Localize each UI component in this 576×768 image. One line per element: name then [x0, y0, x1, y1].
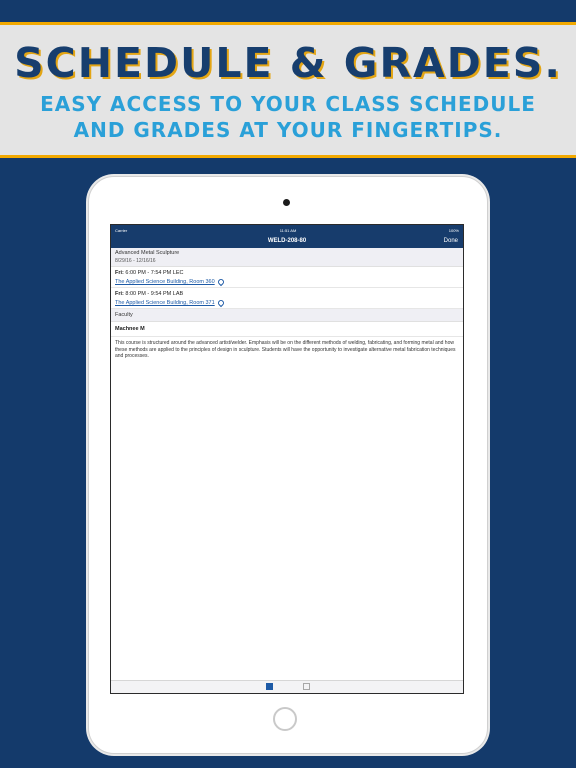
home-button[interactable]	[273, 707, 297, 731]
carrier-label: Carrier	[115, 227, 128, 233]
nav-bar	[111, 235, 463, 248]
schedule-icon[interactable]	[266, 683, 273, 690]
meeting-time: 6:00 PM - 7:54 PM LEC	[125, 270, 184, 276]
camera-icon	[283, 199, 290, 206]
section-dates: 8/29/16 - 12/16/16	[115, 258, 156, 264]
meeting-location-link[interactable]	[115, 300, 459, 306]
course-title: WELD-208-80	[267, 238, 307, 244]
grades-icon[interactable]	[303, 683, 310, 690]
meeting-location-link[interactable]	[115, 279, 459, 285]
section-header	[111, 248, 463, 267]
app-screen	[110, 224, 464, 694]
ipad-device	[88, 176, 488, 754]
status-bar	[111, 225, 463, 235]
location-label[interactable]: The Applied Science Building, Room 371	[115, 300, 215, 306]
banner-headline: SCHEDULE & GRADES.	[14, 39, 562, 87]
course-description: This course is structured around the advanced artist/welder. Emphasis will be on the different methods of welding, fabricating, and forming metal and how these methods are applied to the principles of design in sculpture. Students will have the opportunity to investigate alternative metal fabrication techniques and processes.	[115, 340, 456, 359]
meeting-row	[111, 267, 463, 288]
section-name: Advanced Metal Sculpture	[115, 250, 180, 256]
instructor-name: Machnee M	[111, 322, 463, 337]
tab-bar	[111, 680, 463, 693]
done-button[interactable]: Done	[443, 238, 458, 244]
battery-label: 100%	[448, 227, 459, 233]
banner-subline-2: AND GRADES AT YOUR FINGERTIPS.	[73, 118, 503, 142]
promo-banner	[0, 22, 576, 158]
faculty-header: Faculty	[111, 309, 463, 322]
meeting-day: Fri:	[115, 291, 124, 297]
meeting-time: 8:00 PM - 9:54 PM LAB	[125, 291, 184, 297]
location-label[interactable]: The Applied Science Building, Room 360	[115, 279, 215, 285]
clock: 11:51 AM	[279, 227, 297, 233]
banner-subline-1: EASY ACCESS TO YOUR CLASS SCHEDULE	[40, 92, 536, 116]
map-pin-icon[interactable]	[216, 299, 224, 307]
meeting-row	[111, 288, 463, 309]
meeting-day: Fri:	[115, 270, 124, 276]
map-pin-icon[interactable]	[216, 278, 224, 286]
